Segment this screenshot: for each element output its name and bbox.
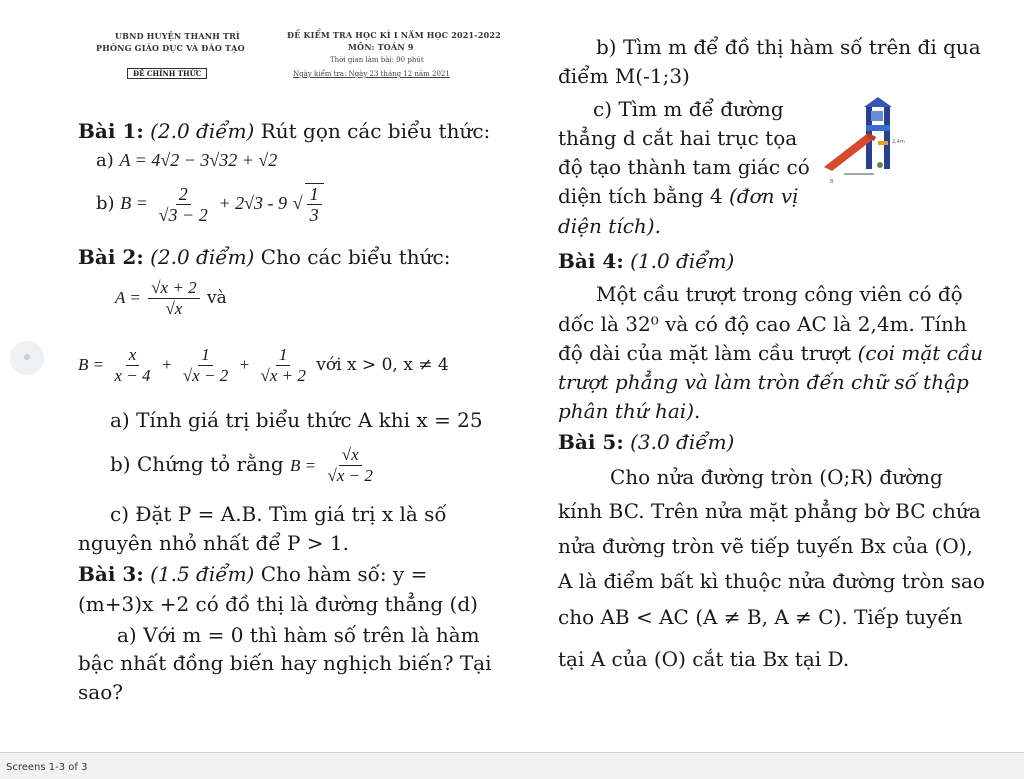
expr-a-and: và	[206, 288, 227, 308]
frac-num: √x	[339, 445, 362, 466]
bai3-line2: (m+3)x +2 có đồ thị là đường thẳng (d)	[78, 592, 478, 616]
expr-b-term1	[112, 345, 154, 386]
prev-page-button[interactable]	[10, 341, 44, 375]
bai1-a-label: a)	[96, 150, 114, 171]
frac-den: √x + 2	[260, 366, 306, 385]
plus-sign: +	[160, 355, 173, 374]
bai1-b-label: b)	[96, 193, 115, 214]
bai3-c-line4	[558, 184, 799, 208]
bai1-b-lhs: B =	[120, 193, 148, 213]
bai2-c-line2: nguyên nhỏ nhất để P > 1.	[78, 531, 349, 555]
exam-duration: Thời gian làm bài: 90 phút	[330, 56, 424, 64]
bai5-line5: cho AB < AC (A ≠ B, A ≠ C). Tiếp tuyến	[558, 605, 963, 629]
bai1-a	[96, 148, 277, 173]
bai4-line4: trượt phẳng và làm tròn đến chữ số thập	[558, 370, 969, 394]
playground-slide-icon	[822, 97, 905, 187]
bai5-points: (3.0 điểm)	[630, 430, 735, 454]
bai3-line1: Cho hàm số: y =	[260, 562, 428, 586]
bai3-a-line3: sao?	[78, 680, 123, 704]
bai3-heading	[78, 562, 427, 586]
exam-subject: MÔN: TOÁN 9	[348, 42, 414, 52]
bai3-points: (1.5 điểm)	[150, 562, 255, 586]
bai3-c-line3: độ tạo thành tam giác có	[558, 155, 810, 179]
bai1-heading	[78, 119, 490, 143]
bai2-expr-b	[78, 345, 449, 386]
sqrt-icon: √	[292, 193, 303, 213]
bai5-line1: Cho nửa đường tròn (O;R) đường	[610, 465, 943, 489]
bai4-line3-text: độ dài của mặt làm cầu trượt	[558, 341, 852, 365]
frac-den: √x − 2	[327, 466, 373, 485]
bai2-a: a) Tính giá trị biểu thức A khi x = 25	[110, 408, 483, 432]
status-bar	[0, 752, 1024, 779]
frac-den: 3	[309, 205, 319, 225]
frac-num: 1	[198, 345, 213, 366]
bai4-title: Bài 4:	[558, 249, 624, 273]
exam-title: ĐỀ KIỂM TRA HỌC KÌ I NĂM HỌC 2021-2022	[287, 30, 501, 40]
frac-num: 1	[276, 345, 291, 366]
bai2-heading	[78, 245, 450, 269]
bai3-title: Bài 3:	[78, 562, 144, 586]
frac-num: √x + 2	[148, 278, 199, 299]
bai2-expr-a	[115, 278, 227, 319]
bai2-b	[110, 445, 378, 486]
svg-text:B: B	[830, 179, 834, 185]
bai5-title: Bài 5:	[558, 430, 624, 454]
bai5-line3: nửa đường tròn vẽ tiếp tuyến Bx của (O),	[558, 534, 973, 558]
frac-den: √3 − 2	[158, 204, 208, 225]
bai1-title: Bài 1:	[78, 119, 144, 143]
expr-b-term3	[258, 345, 309, 386]
bai1-instruction: Rút gọn các biểu thức:	[260, 119, 491, 143]
header-district: UBND HUYỆN THANH TRÌ	[115, 31, 240, 41]
expr-b-lhs: B =	[78, 355, 105, 374]
bai5-heading	[558, 430, 734, 454]
dot-icon	[24, 354, 30, 360]
frac-den: √x − 2	[182, 366, 229, 385]
bai5-line6: tại A của (O) cắt tia Bx tại D.	[558, 647, 850, 671]
bai2-instruction: Cho các biểu thức:	[260, 245, 451, 269]
frac-num: 1	[307, 184, 322, 205]
expr-b-condition: với x > 0, x ≠ 4	[316, 355, 449, 375]
bai3-a-line1: a) Với m = 0 thì hàm số trên là hàm	[117, 623, 480, 647]
bai5-line4: A là điểm bất kì thuộc nửa đường tròn sao	[558, 569, 985, 593]
bai3-c-line1: c) Tìm m để đường	[593, 97, 784, 121]
bai2-title: Bài 2:	[78, 245, 144, 269]
bai2-b-lhs: B =	[290, 456, 317, 475]
bai4-line2: dốc là 32⁰ và có độ cao AC là 2,4m. Tính	[558, 312, 967, 336]
exam-date: Ngày kiểm tra: Ngày 23 tháng 12 năm 2021	[293, 70, 450, 78]
bai2-b-fraction	[325, 445, 376, 486]
bai3-c-line5: diện tích).	[558, 214, 661, 238]
expr-a-lhs: A =	[115, 288, 141, 307]
bai3-c-line4-text: diện tích bằng 4	[558, 184, 723, 208]
bai3-a-line2: bậc nhất đồng biến hay nghịch biến? Tại	[78, 651, 492, 675]
bai4-points: (1.0 điểm)	[630, 249, 735, 273]
bai4-line5: phân thứ hai).	[558, 399, 701, 423]
official-badge: ĐỀ CHÍNH THỨC	[127, 68, 207, 79]
frac-den: √x	[165, 299, 183, 318]
bai1-b-mid: + 2√3 - 9	[218, 193, 287, 213]
frac-den: x − 4	[114, 366, 151, 385]
bai2-b-text: b) Chứng tỏ rằng	[110, 452, 284, 476]
bai4-heading	[558, 249, 734, 273]
frac-num: x	[126, 345, 140, 366]
header-department: PHÒNG GIÁO DỤC VÀ ĐÀO TẠO	[96, 43, 245, 53]
bai3-c-line2: thẳng d cắt hai trục tọa	[558, 126, 798, 150]
bai1-b-fraction	[156, 184, 211, 225]
expr-b-term2	[180, 345, 231, 386]
bai1-points: (2.0 điểm)	[150, 119, 255, 143]
bai4-line3	[558, 341, 983, 365]
bai2-points: (2.0 điểm)	[150, 245, 255, 269]
frac-num: 2	[176, 184, 191, 205]
bai4-line3-italic: (coi mặt cầu	[857, 341, 984, 365]
bai1-b	[96, 183, 326, 225]
screens-counter: Screens 1-3 of 3	[6, 762, 88, 773]
svg-text:2,4m: 2,4m	[892, 139, 905, 145]
plus-sign: +	[238, 355, 251, 374]
bai1-b-radical	[305, 183, 324, 225]
bai1-a-expr: A = 4√2 − 3√32 + √2	[119, 150, 278, 170]
bai3-c-line4-italic: (đơn vị	[729, 184, 799, 208]
bai3-b-line1: b) Tìm m để đồ thị hàm số trên đi qua	[596, 35, 981, 59]
bai2-c-line1: c) Đặt P = A.B. Tìm giá trị x là số	[110, 502, 447, 526]
expr-a-fraction	[148, 278, 199, 319]
bai3-b-line2: điểm M(-1;3)	[558, 64, 690, 88]
bai4-line1: Một cầu trượt trong công viên có độ	[596, 282, 963, 306]
bai5-line2: kính BC. Trên nửa mặt phẳng bờ BC chứa	[558, 499, 981, 523]
